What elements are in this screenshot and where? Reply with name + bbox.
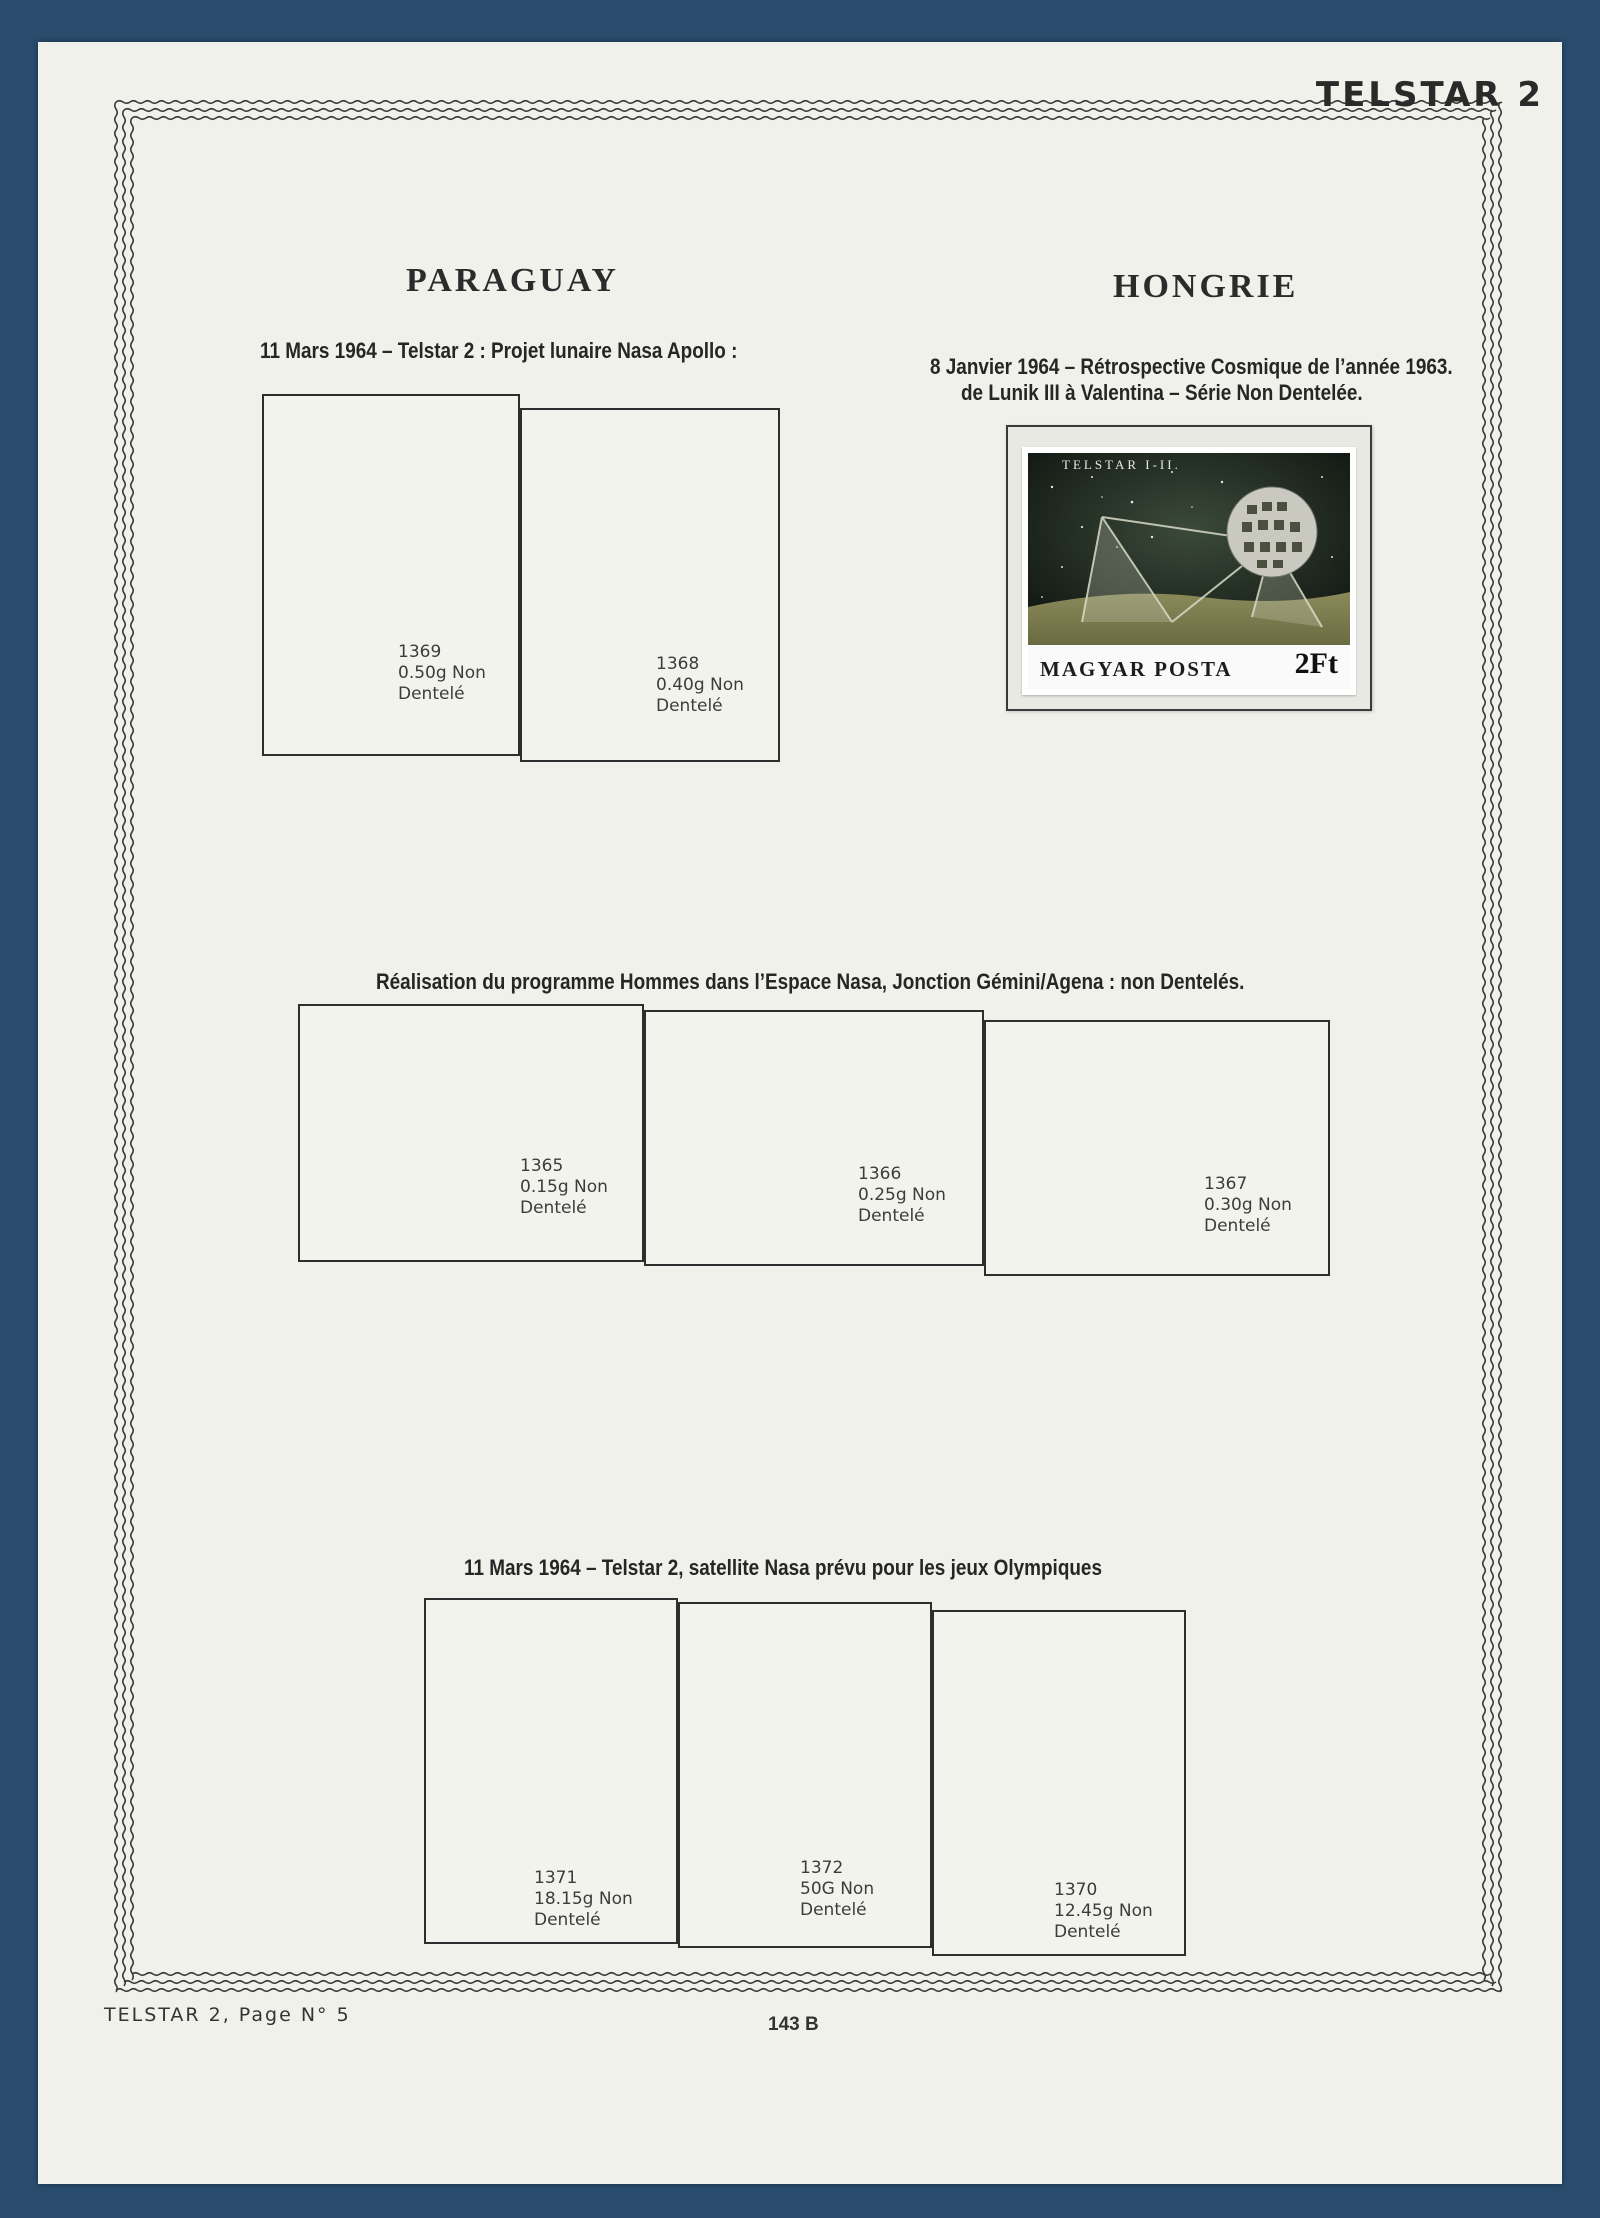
footer-page-number: 143 B bbox=[768, 2014, 819, 2035]
country-heading-hongrie: HONGRIE bbox=[1113, 268, 1299, 305]
stamp-face-value: 2Ft bbox=[1294, 647, 1338, 680]
border-line bbox=[124, 1981, 1496, 1984]
stamp-inscription: MAGYAR POSTA bbox=[1040, 657, 1233, 681]
stamp-box-1368 bbox=[520, 408, 780, 762]
stamp-box-1370 bbox=[932, 1610, 1186, 1956]
brand-title: TELSTAR 2 bbox=[1315, 75, 1544, 115]
stamp-box-1366 bbox=[644, 1010, 984, 1266]
caption-gemini: Réalisation du programme Hommes dans l’Espace Nasa, Jonction Gémini/Agena : non Dentelés. bbox=[376, 969, 1245, 994]
border-line bbox=[132, 117, 1490, 120]
border-line bbox=[115, 102, 118, 1992]
country-heading-paraguay: PARAGUAY bbox=[406, 262, 619, 299]
footer-page-label: TELSTAR 2, Page N° 5 bbox=[104, 2004, 351, 2026]
stamp-box-label: 1367 0.30g Non Dentelé bbox=[1204, 1174, 1292, 1236]
caption-paraguay: 11 Mars 1964 – Telstar 2 : Projet lunaire Nasa Apollo : bbox=[260, 338, 738, 363]
stamp-box-1365 bbox=[298, 1004, 644, 1262]
stamp-box-label: 1366 0.25g Non Dentelé bbox=[858, 1164, 946, 1226]
caption-olympiques: 11 Mars 1964 – Telstar 2, satellite Nasa prévu pour les jeux Olympiques bbox=[464, 1555, 1102, 1580]
stamp-box-label: 1372 50G Non Dentelé bbox=[800, 1858, 875, 1920]
border-line bbox=[1483, 118, 1486, 1980]
border-line bbox=[1491, 110, 1494, 1986]
stamp-box-1369 bbox=[262, 394, 520, 756]
border-line bbox=[1499, 102, 1502, 1992]
caption-hongrie-line2: de Lunik III à Valentina – Série Non Dentelée. bbox=[961, 380, 1363, 405]
stamp-box-label: 1371 18.15g Non Dentelé bbox=[534, 1868, 633, 1930]
border-line bbox=[123, 110, 126, 1986]
stamp-box-label: 1369 0.50g Non Dentelé bbox=[398, 642, 486, 704]
stamp-box-1367 bbox=[984, 1020, 1330, 1276]
stamp-box-label: 1365 0.15g Non Dentelé bbox=[520, 1156, 608, 1218]
border-line bbox=[131, 118, 134, 1980]
album-page bbox=[38, 42, 1562, 2184]
caption-hongrie-line1: 8 Janvier 1964 – Rétrospective Cosmique de l’année 1963. bbox=[930, 354, 1453, 379]
border-line bbox=[132, 1973, 1490, 1976]
border-line bbox=[116, 101, 1502, 104]
stamp-box-label: 1368 0.40g Non Dentelé bbox=[656, 654, 744, 716]
border-line bbox=[116, 1989, 1502, 1992]
stamp-box-1371 bbox=[424, 1598, 678, 1944]
stamp-telstar-hongrie bbox=[1022, 447, 1356, 695]
stamp-title-text: TELSTAR I-II. bbox=[1062, 457, 1181, 472]
border-line bbox=[124, 109, 1496, 112]
stamp-box-1372 bbox=[678, 1602, 932, 1948]
stamp-mount-hongrie bbox=[1006, 425, 1372, 711]
stamp-box-label: 1370 12.45g Non Dentelé bbox=[1054, 1880, 1153, 1942]
